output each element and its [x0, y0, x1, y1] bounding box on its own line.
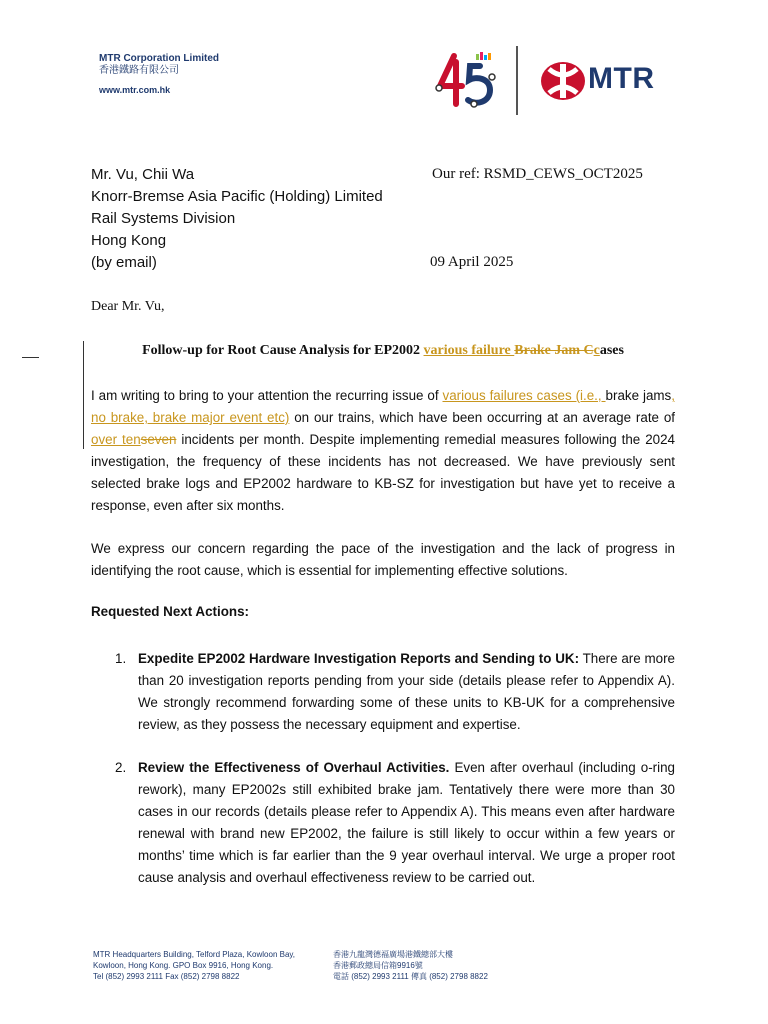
delivery-method: (by email) — [91, 254, 157, 271]
company-name-chinese: 香港鐵路有限公司 — [99, 65, 179, 76]
recipient-name: Mr. Vu, Chii Wa — [91, 166, 195, 183]
recipient-division: Rail Systems Division — [91, 210, 236, 227]
requested-actions-heading: Requested Next Actions: — [91, 604, 249, 619]
inserted-text: , no brake, brake major event etc) — [91, 388, 675, 425]
salutation: Dear Mr. Vu, — [91, 299, 165, 314]
action-item — [138, 757, 675, 889]
our-reference: Our ref: RSMD_CEWS_OCT2025 — [432, 166, 643, 182]
comment-marker — [22, 357, 39, 358]
logo-divider — [516, 46, 518, 115]
recipient-location: Hong Kong — [91, 232, 167, 249]
action-body: There are more than 20 investigation reports pending from your side (details please refer to Appendix A). We strongly recommend forwarding some of these units to KB-UK for a comprehensive review, as they possess the necessary equipment and expertise. — [138, 651, 676, 732]
inserted-text: over ten — [91, 432, 141, 447]
action-number: 1. — [115, 651, 127, 666]
paragraph-issue: I am writing to bring to your attention the recurring issue of various failures cases (i.e., brake jams, no brake, brake major event etc) on our trains, which have been occurring at an average rate of over tenseven incidents per month. Despite implementing remedial measures following the 2024 investigation, the frequency of these incidents has not decreased. We have previously sent selected brake logs and EP2002 hardware to KB-SZ for investigation but have yet to receive a response, even after six months. — [91, 388, 675, 513]
company-name: MTR Corporation Limited — [99, 53, 219, 64]
mtr-logo-icon — [540, 61, 586, 101]
corporate-identity — [99, 53, 219, 95]
footer-address-english: MTR Headquarters Building, Telford Plaza, Kowloon Bay, Kowloon, Hong Kong. GPO Box 9916, Hong Kong. Tel (852) 2993 2111 Fax (852) 2798 8822 — [93, 950, 296, 981]
recipient-address — [91, 164, 383, 274]
action-number: 2. — [115, 760, 127, 775]
action-title: Review the Effectiveness of Overhaul Activities. — [138, 760, 450, 775]
recipient-company: Knorr-Bremse Asia Pacific (Holding) Limited — [91, 188, 383, 205]
subject-line: Follow-up for Root Cause Analysis for EP2002 various failure Brake Jam Ccases — [142, 343, 624, 358]
inserted-text: various failure — [423, 343, 515, 358]
deleted-text: Brake Jam C — [514, 343, 594, 358]
action-item — [138, 648, 675, 736]
action-body: Even after overhaul (including o-ring rework), many EP2002s still exhibited brake jam. Tentatively there were more than 30 cases in our records (details please refer to Appendix A). This means even after hardware renewal with brand new EP2002, the failure is still likely to occur within a few years or months’ time which is far earlier than the 9 year overhaul interval. We urge a proper root cause analysis and overhaul effectiveness review to be carried out. — [138, 760, 675, 885]
inserted-text: c — [593, 343, 600, 358]
deleted-text: seven — [140, 432, 177, 447]
action-title: Expedite EP2002 Hardware Investigation Reports and Sending to UK: — [138, 651, 580, 666]
paragraph-concern: We express our concern regarding the pace of the investigation and the lack of progress in identifying the root cause, which is essential for implementing effective solutions. — [91, 541, 675, 578]
footer-address-chinese: 香港九龍灣德福廣場港鐵總部大樓 香港郵政總局信箱9916號 電話 (852) 2993 2111 傳真 (852) 2798 8822 — [333, 950, 488, 981]
anniversary-45-logo — [434, 52, 498, 110]
mtr-logo-text: MTR — [588, 62, 655, 95]
website: www.mtr.com.hk — [99, 85, 171, 95]
inserted-text: various failures cases (i.e., — [442, 388, 606, 403]
letter-date: 09 April 2025 — [430, 254, 514, 270]
revision-bar — [83, 341, 84, 449]
